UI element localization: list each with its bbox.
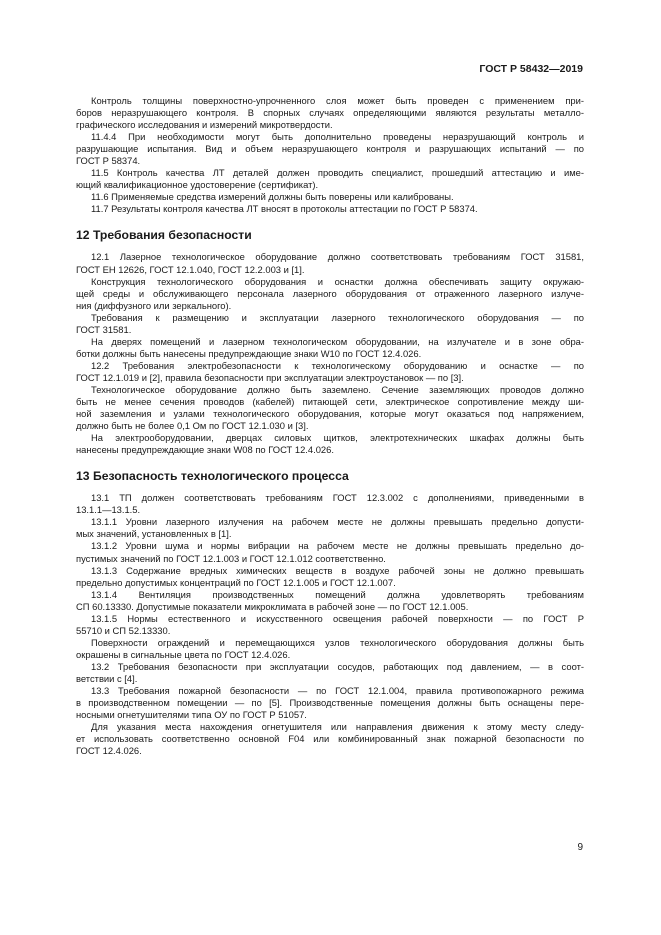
paragraph — [76, 565, 584, 589]
text-line: в производственном помещении — по [5]. Производственные помещения должны быть оснащены пере- — [76, 697, 584, 709]
text-line: 11.7 Результаты контроля качества ЛТ вносят в протоколы аттестации по ГОСТ Р 58374. — [91, 203, 478, 215]
text-line: ния (диффузного или зеркального). — [76, 299, 232, 311]
text-line: ГОСТ 31581. — [76, 323, 132, 335]
section-heading: 13 Безопасность технологического процесса — [76, 469, 349, 484]
text-line: 13.1.5 Нормы естественного и искусственного освещения рабочей поверхности — по ГОСТ Р — [91, 612, 584, 624]
text-line: нанесены предупреждающие знаки W08 по ГОСТ 12.4.026. — [76, 444, 334, 456]
text-line: боров неразрушающего контроля. В спорных случаях определяющими являются результаты металло- — [76, 107, 584, 119]
paragraph — [76, 95, 584, 131]
paragraph — [76, 312, 584, 336]
page-number: 9 — [577, 842, 583, 853]
paragraph — [76, 661, 584, 685]
text-line: СП 60.13330. Допустимые показатели микроклимата в рабочей зоне — по ГОСТ 12.1.005. — [76, 600, 469, 612]
paragraph — [76, 336, 584, 360]
paragraph — [76, 721, 584, 757]
paragraph — [76, 589, 584, 613]
paragraph — [76, 492, 584, 516]
document-body — [76, 95, 584, 757]
paragraph — [76, 276, 584, 312]
section-heading: 12 Требования безопасности — [76, 228, 252, 243]
text-line: 12.2 Требования электробезопасности к технологическому оборудованию и оснастке — по — [91, 359, 584, 371]
text-line: щей среды и обслуживающего персонала лазерного оборудования от отраженного лазерного излуче- — [76, 287, 584, 299]
text-line: 13.1.1—13.1.5. — [76, 504, 141, 516]
text-line: 11.4.4 При необходимости могут быть дополнительно проведены неразрушающий контроль и — [91, 131, 584, 143]
text-line: Требования к размещению и эксплуатации лазерного технологического оборудования — по — [91, 311, 584, 323]
text-line: предельно допустимых концентраций по ГОСТ 12.1.005 и ГОСТ 12.1.007. — [76, 576, 396, 588]
paragraph — [76, 540, 584, 564]
text-line: 13.1.2 Уровни шума и нормы вибрации на рабочем месте не должны превышать предельно до- — [91, 540, 584, 552]
text-line: 12.1 Лазерное технологическое оборудование должно соответствовать требованиям ГОСТ 31581, — [91, 251, 584, 263]
text-line: 11.5 Контроль качества ЛТ деталей должен проводить специалист, прошедший аттестацию и име- — [91, 167, 584, 179]
paragraph — [76, 251, 584, 275]
text-line: ГОСТ Р 58374. — [76, 155, 141, 167]
text-line: носными огнетушителями типа ОУ по ГОСТ Р 51057. — [76, 709, 307, 721]
paragraph — [76, 191, 584, 203]
text-line: Поверхности ограждений и перемещающихся узлов технологического оборудования должны быть — [91, 636, 584, 648]
text-line: 13.1.4 Вентиляция производственных помещений должна удовлетворять требованиям — [91, 588, 584, 600]
text-line: ГОСТ ЕН 12626, ГОСТ 12.1.040, ГОСТ 12.2.003 и [1]. — [76, 263, 305, 275]
text-line: ющий квалификационное удостоверение (сертификат). — [76, 179, 319, 191]
text-line: графического исследования и измерений микротвердости. — [76, 119, 333, 131]
text-line: 55710 и СП 52.13330. — [76, 624, 171, 636]
text-line: Контроль толщины поверхностно-упрочненного слоя может быть проведен с применением при- — [91, 95, 584, 106]
text-line: 11.6 Применяемые средства измерений должны быть поверены или калиброваны. — [91, 191, 454, 203]
text-line: мых значений, установленных в [1]. — [76, 528, 232, 540]
text-line: ной заземления и узлами технологического оборудования, которые могут оказаться под напряжением, — [76, 408, 584, 420]
paragraph — [76, 685, 584, 721]
paragraph — [76, 637, 584, 661]
text-line: Технологическое оборудование должно быть заземлено. Сечение заземляющих проводов должно — [91, 383, 584, 395]
text-line: ботки должны быть нанесены предупреждающие знаки W10 по ГОСТ 12.4.026. — [76, 347, 422, 359]
text-line: быть не менее сечения проводов (кабелей) питающей сети, электрическое сопротивление между ши- — [76, 396, 584, 408]
text-line: 13.1.3 Содержание вредных химических веществ в воздухе рабочей зоны не должно превышать — [91, 564, 584, 576]
text-line: 13.1 ТП должен соответствовать требованиям ГОСТ 12.3.002 с дополнениями, приведенными в — [91, 492, 584, 504]
text-line: окрашены в сигнальные цвета по ГОСТ 12.4.026. — [76, 648, 291, 660]
text-line: пустимых значений по ГОСТ 12.1.003 и ГОСТ 12.1.012 соответственно. — [76, 552, 386, 564]
text-line: Конструкция технологического оборудования и оснастки должна обеспечивать защиту окружаю- — [91, 275, 584, 287]
text-line: ветствии с [4]. — [76, 672, 138, 684]
document-code: ГОСТ Р 58432—2019 — [479, 63, 583, 75]
paragraph — [76, 203, 584, 215]
text-line: На дверях помещений и лазерном технологическом оборудовании, на излучателе и в зоне обра- — [91, 335, 584, 347]
paragraph — [76, 613, 584, 637]
paragraph — [76, 167, 584, 191]
paragraph — [76, 384, 584, 432]
text-line: 13.1.1 Уровни лазерного излучения на рабочем месте не должны превышать предельно допусти- — [91, 516, 584, 528]
text-line: ГОСТ 12.1.019 и [2], правила безопасности при эксплуатации электроустановок — по [3]. — [76, 371, 464, 383]
text-line: Для указания места нахождения огнетушителя или направления движения к этому месту следу- — [91, 721, 584, 733]
text-line: должно быть не более 0,1 Ом по ГОСТ 12.1.030 и [3]. — [76, 420, 309, 432]
text-line: 13.2 Требования безопасности при эксплуатации сосудов, работающих под давлением, — в соот- — [91, 660, 584, 672]
paragraph — [76, 516, 584, 540]
text-line: На электрооборудовании, дверцах силовых щитков, электротехнических шкафах должны быть — [91, 432, 584, 444]
text-line: ет использовать соответственно основной F04 или комбинированный знак пожарной безопасности по — [76, 733, 584, 745]
text-line: разрушающие испытания. Вид и объем неразрушающего контроля и разрушающих испытаний — по — [76, 143, 584, 155]
text-line: 13.3 Требования пожарной безопасности — по ГОСТ 12.1.004, правила противопожарного режима — [91, 685, 584, 697]
text-line: ГОСТ 12.4.026. — [76, 745, 142, 757]
paragraph — [76, 360, 584, 384]
paragraph — [76, 432, 584, 456]
paragraph — [76, 131, 584, 167]
